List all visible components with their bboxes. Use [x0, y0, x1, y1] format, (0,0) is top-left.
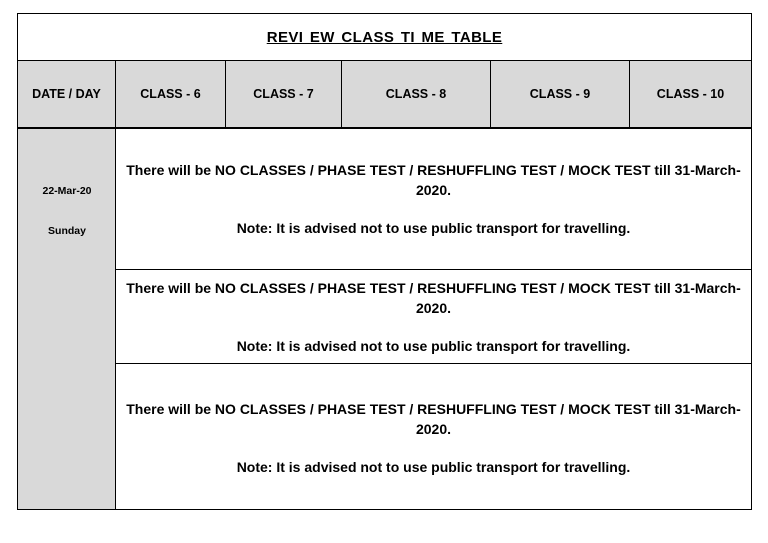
notice-main-text: There will be NO CLASSES / PHASE TEST / RESHUFFLING TEST / MOCK TEST till 31-March-2020.: [126, 162, 741, 198]
date-value: 22-Mar-20: [42, 185, 92, 197]
header-class-7: CLASS - 7: [226, 61, 342, 127]
day-value: Sunday: [48, 225, 86, 237]
notice-note-text: Note: It is advised not to use public transport for travelling.: [236, 459, 631, 475]
page-title: REVI EW CLASS TI ME TABLE: [266, 28, 503, 46]
notice-note-text: Note: It is advised not to use public transport for travelling.: [236, 220, 631, 236]
notice-note-text: Note: It is advised not to use public transport for travelling.: [236, 338, 631, 354]
notice-row: [116, 129, 751, 270]
header-class-8: CLASS - 8: [342, 61, 491, 127]
notice-row: [116, 364, 751, 509]
timetable: [17, 13, 752, 510]
header-class-10: CLASS - 10: [656, 87, 725, 101]
date-column: [18, 129, 116, 509]
header-class-9: CLASS - 9: [491, 61, 630, 127]
header-class-6: CLASS - 6: [116, 61, 226, 127]
title-row: [18, 14, 751, 61]
notice-row: [116, 270, 751, 364]
header-date-day: DATE / DAY: [18, 61, 116, 127]
notice-main-text: There will be NO CLASSES / PHASE TEST / RESHUFFLING TEST / MOCK TEST till 31-March-2020.: [126, 401, 741, 437]
notice-main-text: There will be NO CLASSES / PHASE TEST / RESHUFFLING TEST / MOCK TEST till 31-March-2020.: [126, 280, 741, 316]
header-row: [18, 61, 751, 129]
